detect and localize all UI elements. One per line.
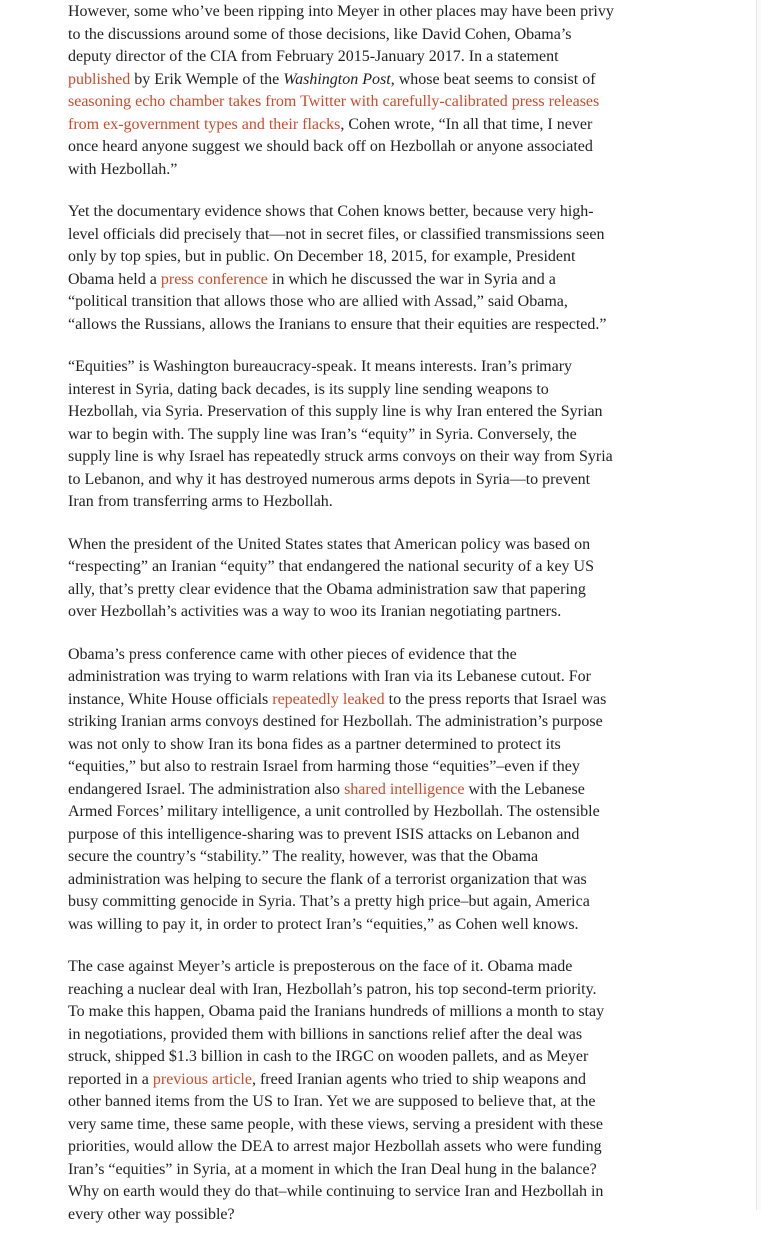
text-line — [68, 1114, 668, 1137]
text-segment: endangered Israel. The administration also — [68, 780, 345, 798]
text-line — [68, 291, 668, 314]
text-line — [68, 469, 668, 492]
text-line — [68, 534, 668, 557]
article-paragraph — [68, 1, 668, 181]
text-segment: “political transition that allows those who are allied with Assad,” said Obama, — [68, 293, 568, 310]
inline-link[interactable]: shared intelligence — [344, 780, 465, 798]
article-body — [68, 0, 668, 1246]
text-line — [68, 801, 668, 824]
text-segment: “Equities” is Washington bureaucracy-speak. It means interests. Iran’s primary — [68, 358, 573, 375]
text-segment: priorities, would allow the DEA to arrest major Hezbollah assets who were funding — [68, 1138, 602, 1155]
text-line — [68, 1091, 668, 1114]
article-paragraph — [68, 356, 668, 514]
text-segment: Why on earth would they do that–while continuing to service Iran and Hezbollah in — [68, 1183, 604, 1200]
text-line — [68, 224, 668, 247]
text-segment: striking Iranian arms convoys destined for Hezbollah. The administration’s purpose — [68, 713, 603, 730]
text-segment: reported in a — [68, 1070, 153, 1088]
text-segment: deputy director of the CIA from February 2015-January 2017. In a statement — [68, 48, 559, 65]
text-segment: busy committing genocide in Syria. That’s a pretty high price–but again, America — [68, 893, 590, 910]
text-segment: , whose beat seems to consist of — [390, 70, 596, 88]
text-segment: administration was trying to warm relations with Iran via its Lebanese cutout. For — [68, 668, 591, 685]
text-line — [68, 1, 668, 24]
text-segment: war to begin with. The supply line was Iran’s “equity” in Syria. Conversely, the — [68, 425, 577, 443]
text-line — [68, 201, 668, 224]
text-segment: Iran from transferring arms to Hezbollah. — [68, 493, 333, 510]
text-segment: Iran’s “equities” in Syria, at a moment in which the Iran Deal hung in the balance? — [68, 1160, 597, 1178]
text-line — [68, 1024, 668, 1047]
article-paragraph — [68, 201, 668, 336]
text-line — [68, 956, 668, 979]
article-paragraph — [68, 956, 668, 1226]
inline-link[interactable]: from ex-government types and their flacks — [68, 115, 341, 133]
text-segment: in which he discussed the war in Syria and a — [267, 270, 556, 288]
text-segment: every other way possible? — [68, 1205, 235, 1223]
text-segment: level officials did precisely that—not in secret files, or classified transmissions seen — [68, 225, 605, 243]
text-segment: “respecting” an Iranian “equity” that endangered the national security of a key US — [68, 558, 594, 575]
text-segment: reaching a nuclear deal with Iran, Hezbollah’s patron, his top second-term priority. — [68, 980, 597, 998]
text-segment: ally, that’s pretty clear evidence that the Obama administration saw that papering — [68, 580, 586, 598]
article-paragraph — [68, 644, 668, 937]
text-segment: to the press reports that Israel was — [384, 690, 607, 708]
italic-text: Washington Post — [283, 70, 391, 88]
scrollbar[interactable] — [756, 0, 761, 1210]
text-line — [68, 24, 668, 47]
text-line — [68, 114, 668, 137]
text-segment: once heard anyone suggest we should back off on Hezbollah or anyone associated — [68, 138, 593, 155]
text-line — [68, 69, 668, 92]
text-segment: , freed Iranian agents who tried to ship weapons and — [251, 1070, 587, 1088]
text-line — [68, 1069, 668, 1092]
text-line — [68, 914, 668, 937]
text-segment: was willing to pay it, in order to protect Iran’s “equities,” as Cohen well knows. — [68, 915, 579, 933]
text-line — [68, 734, 668, 757]
text-segment: Obama held a — [68, 270, 161, 288]
text-segment: The case against Meyer’s article is preposterous on the face of it. Obama made — [68, 958, 573, 975]
text-line — [68, 711, 668, 734]
text-segment: other banned items from the US to Iran. Yet we are supposed to believe that, at the — [68, 1093, 596, 1110]
text-segment: supply line is why Israel has repeatedly struck arms convoys on their way from Syria — [68, 448, 613, 465]
text-line — [68, 556, 668, 579]
text-segment: to Lebanon, and why it has destroyed numerous arms depots in Syria—to prevent — [68, 470, 591, 488]
inline-link[interactable]: previous article — [152, 1070, 252, 1088]
text-segment: over Hezbollah’s activities was a way to woo its Iranian negotiating partners. — [68, 603, 562, 620]
inline-link[interactable]: press conference — [160, 270, 268, 288]
text-segment: Hezbollah, via Syria. Preservation of this supply line is why Iran entered the Syrian — [68, 403, 603, 420]
text-segment: secure the country’s “stability.” The reality, however, was that the Obama — [68, 848, 539, 865]
text-line — [68, 979, 668, 1002]
text-line — [68, 424, 668, 447]
text-line — [68, 246, 668, 269]
text-segment: interest in Syria, dating back decades, is its supply line sending weapons to — [68, 380, 549, 398]
text-segment: administration was helping to secure the flank of a terrorist organization that was — [68, 870, 587, 888]
text-line — [68, 46, 668, 69]
text-segment: Yet the documentary evidence shows that Cohen knows better, because very high- — [68, 203, 594, 220]
text-segment: to the discussions around some of those decisions, like David Cohen, Obama’s — [68, 25, 572, 43]
text-segment: in negotiations, provided them with billions in sanctions relief after the deal was — [68, 1025, 583, 1043]
text-line — [68, 579, 668, 602]
text-line — [68, 159, 668, 182]
text-segment: by Erik Wemple of the — [130, 70, 284, 88]
text-segment: “allows the Russians, allows the Iranians to ensure that their equities are respected.” — [68, 315, 607, 333]
inline-link[interactable]: seasoning echo chamber takes from Twitter with carefully-calibrated press releases — [68, 93, 600, 110]
text-segment: Armed Forces’ military intelligence, a unit controlled by Hezbollah. The ostensible — [68, 803, 600, 820]
text-line — [68, 91, 668, 114]
text-segment: very same time, these same people, with these views, serving a president with these — [68, 1115, 603, 1133]
text-line — [68, 689, 668, 712]
text-segment: was not only to show Iran its bona fides as a partner determined to protect its — [68, 735, 561, 753]
text-line — [68, 379, 668, 402]
text-segment: purpose of this intelligence-sharing was to prevent ISIS attacks on Lebanon and — [68, 825, 580, 843]
text-line — [68, 891, 668, 914]
text-line — [68, 1046, 668, 1069]
text-segment: instance, White House officials — [68, 690, 273, 708]
text-line — [68, 756, 668, 779]
inline-link[interactable]: repeatedly leaked — [272, 690, 385, 708]
text-segment: , Cohen wrote, “In all that time, I never — [340, 115, 593, 133]
text-line — [68, 1204, 668, 1227]
text-line — [68, 314, 668, 337]
text-segment: struck, shipped $1.3 billion in cash to the IRGC on wooden pallets, and as Meyer — [68, 1048, 589, 1065]
text-line — [68, 136, 668, 159]
inline-link[interactable]: published — [68, 70, 131, 88]
text-segment: “equities,” but also to restrain Israel from harming those “equities”–even if they — [68, 758, 580, 775]
text-segment: When the president of the United States states that American policy was based on — [68, 535, 591, 553]
text-segment: with the Lebanese — [464, 780, 585, 798]
text-line — [68, 644, 668, 667]
text-segment: However, some who’ve been ripping into Meyer in other places may have been privy — [68, 3, 614, 20]
text-line — [68, 401, 668, 424]
text-line — [68, 824, 668, 847]
text-line — [68, 1136, 668, 1159]
text-line — [68, 666, 668, 689]
text-line — [68, 779, 668, 802]
text-line — [68, 1159, 668, 1182]
text-line — [68, 356, 668, 379]
text-line — [68, 846, 668, 869]
text-line — [68, 446, 668, 469]
text-line — [68, 1001, 668, 1024]
text-segment: with Hezbollah.” — [68, 160, 178, 178]
text-segment: To make this happen, Obama paid the Iranians hundreds of millions a month to stay — [68, 1003, 605, 1020]
text-line — [68, 869, 668, 892]
text-line — [68, 601, 668, 624]
text-segment: Obama’s press conference came with other pieces of evidence that the — [68, 645, 517, 663]
text-line — [68, 1181, 668, 1204]
text-line — [68, 269, 668, 292]
text-segment: only by top spies, but in public. On December 18, 2015, for example, President — [68, 248, 576, 265]
text-line — [68, 491, 668, 514]
article-paragraph — [68, 534, 668, 624]
